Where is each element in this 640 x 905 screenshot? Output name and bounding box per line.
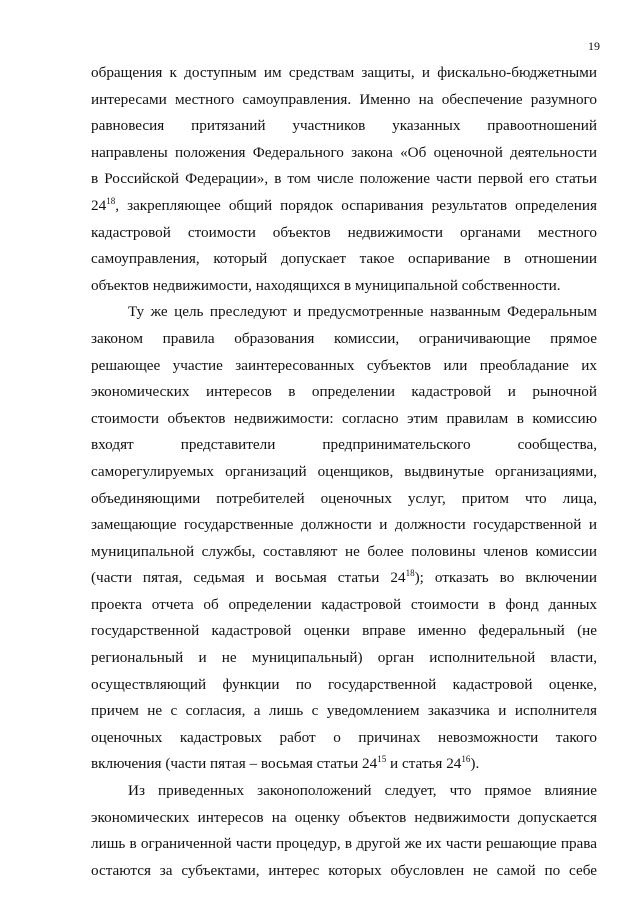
text-fragment: интересами местного самоуправления. Именно на обеспечение разумного [91,90,597,108]
text-fragment: направлены положения Федерального закона «Об оценочной деятельности [91,143,597,161]
text-fragment: законом правила образования комиссии, ограничивающие прямое [91,329,597,347]
text-fragment: равновесия притязаний участников указанных правоотношений [91,117,597,135]
text-line [91,60,597,87]
text-fragment: входят представители предпринимательского сообщества, [91,436,597,454]
text-line [91,805,597,832]
text-line [91,166,597,193]
text-fragment: экономических интересов в определении кадастровой и рыночной [91,383,597,401]
text-fragment: ). [470,755,480,773]
text-line [91,698,597,725]
text-fragment: экономических интересов на оценку объектов недвижимости допускается [91,808,597,826]
text-fragment: муниципальной службы, составляют не более половины членов комиссии [91,542,597,560]
text-fragment: причем не с согласия, а лишь с уведомлением заказчика и исполнителя [91,702,597,720]
footnote-superscript: 18 [405,568,415,579]
text-line [91,672,597,699]
text-fragment: лишь в ограниченной части процедур, в другой же их части решающие права [91,835,597,853]
text-line [91,539,597,566]
text-line [91,87,597,114]
text-fragment: в Российской Федерации», в том числе положение части первой его статьи [91,170,597,188]
text-line [91,193,597,220]
text-fragment: решающее участие заинтересованных субъектов или преобладание их [91,356,597,374]
text-fragment: кадастровой стоимости объектов недвижимости органами местного [91,223,597,241]
text-line [91,725,597,752]
text-fragment: региональный и не муниципальный) орган исполнительной власти, [91,649,597,667]
text-fragment: , закрепляющее общий порядок оспаривания результатов определения [115,196,597,214]
text-line [91,113,597,140]
text-fragment: Ту же цель преследуют и предусмотренные названным Федеральным [128,303,597,321]
footnote-superscript: 18 [106,195,116,206]
text-line [91,299,597,326]
text-fragment: объединяющими потребителей оценочных услуг, притом что лица, [91,489,597,507]
text-fragment: осуществляющий функции по государственной кадастровой оценке, [91,675,597,693]
text-fragment: включения (части пятая – восьмая статьи 24 [91,755,378,773]
text-line [91,379,597,406]
text-line [91,592,597,619]
text-fragment: остаются за субъектами, интерес которых обусловлен не самой по себе [91,861,597,879]
text-line [91,486,597,513]
body-text [91,60,597,884]
text-fragment: оценочных кадастровых работ о причинах невозможности такого [91,728,597,746]
text-line [91,273,597,300]
text-line [91,406,597,433]
text-fragment: 24 [91,196,107,214]
text-line [91,220,597,247]
footnote-superscript: 16 [461,754,471,765]
text-line [91,140,597,167]
text-line [91,565,597,592]
text-fragment: государственной кадастровой оценки вправе именно федеральный (не [91,622,597,640]
text-fragment: стоимости объектов недвижимости: согласно этим правилам в комиссию [91,409,597,427]
text-fragment: и статья 24 [386,755,462,773]
text-fragment: ); отказать во включении [414,569,597,587]
text-fragment: обращения к доступным им средствам защиты, и фискально-бюджетными [91,64,597,81]
text-line [91,353,597,380]
text-line [91,512,597,539]
text-line [91,246,597,273]
text-line [91,645,597,672]
text-fragment: самоуправления, который допускает такое оспаривание в отношении [91,250,597,268]
text-fragment: проекта отчета об определении кадастровой стоимости в фонд данных [91,595,597,613]
text-fragment: саморегулируемых организаций оценщиков, выдвинутые организациями, [91,462,597,480]
text-line [91,432,597,459]
text-fragment: (части пятая, седьмая и восьмая статьи 24 [91,569,406,587]
footnote-superscript: 15 [377,754,387,765]
text-fragment: замещающие государственные должности и должности государственной и [91,516,597,534]
text-fragment: объектов недвижимости, находящихся в муниципальной собственности. [91,276,561,294]
text-line [91,618,597,645]
text-line [91,459,597,486]
page-number: 19 [588,39,600,53]
text-fragment: Из приведенных законоположений следует, что прямое влияние [128,782,597,800]
text-line [91,751,597,778]
text-line [91,831,597,858]
text-line [91,326,597,353]
text-line [91,778,597,805]
text-line [91,858,597,885]
